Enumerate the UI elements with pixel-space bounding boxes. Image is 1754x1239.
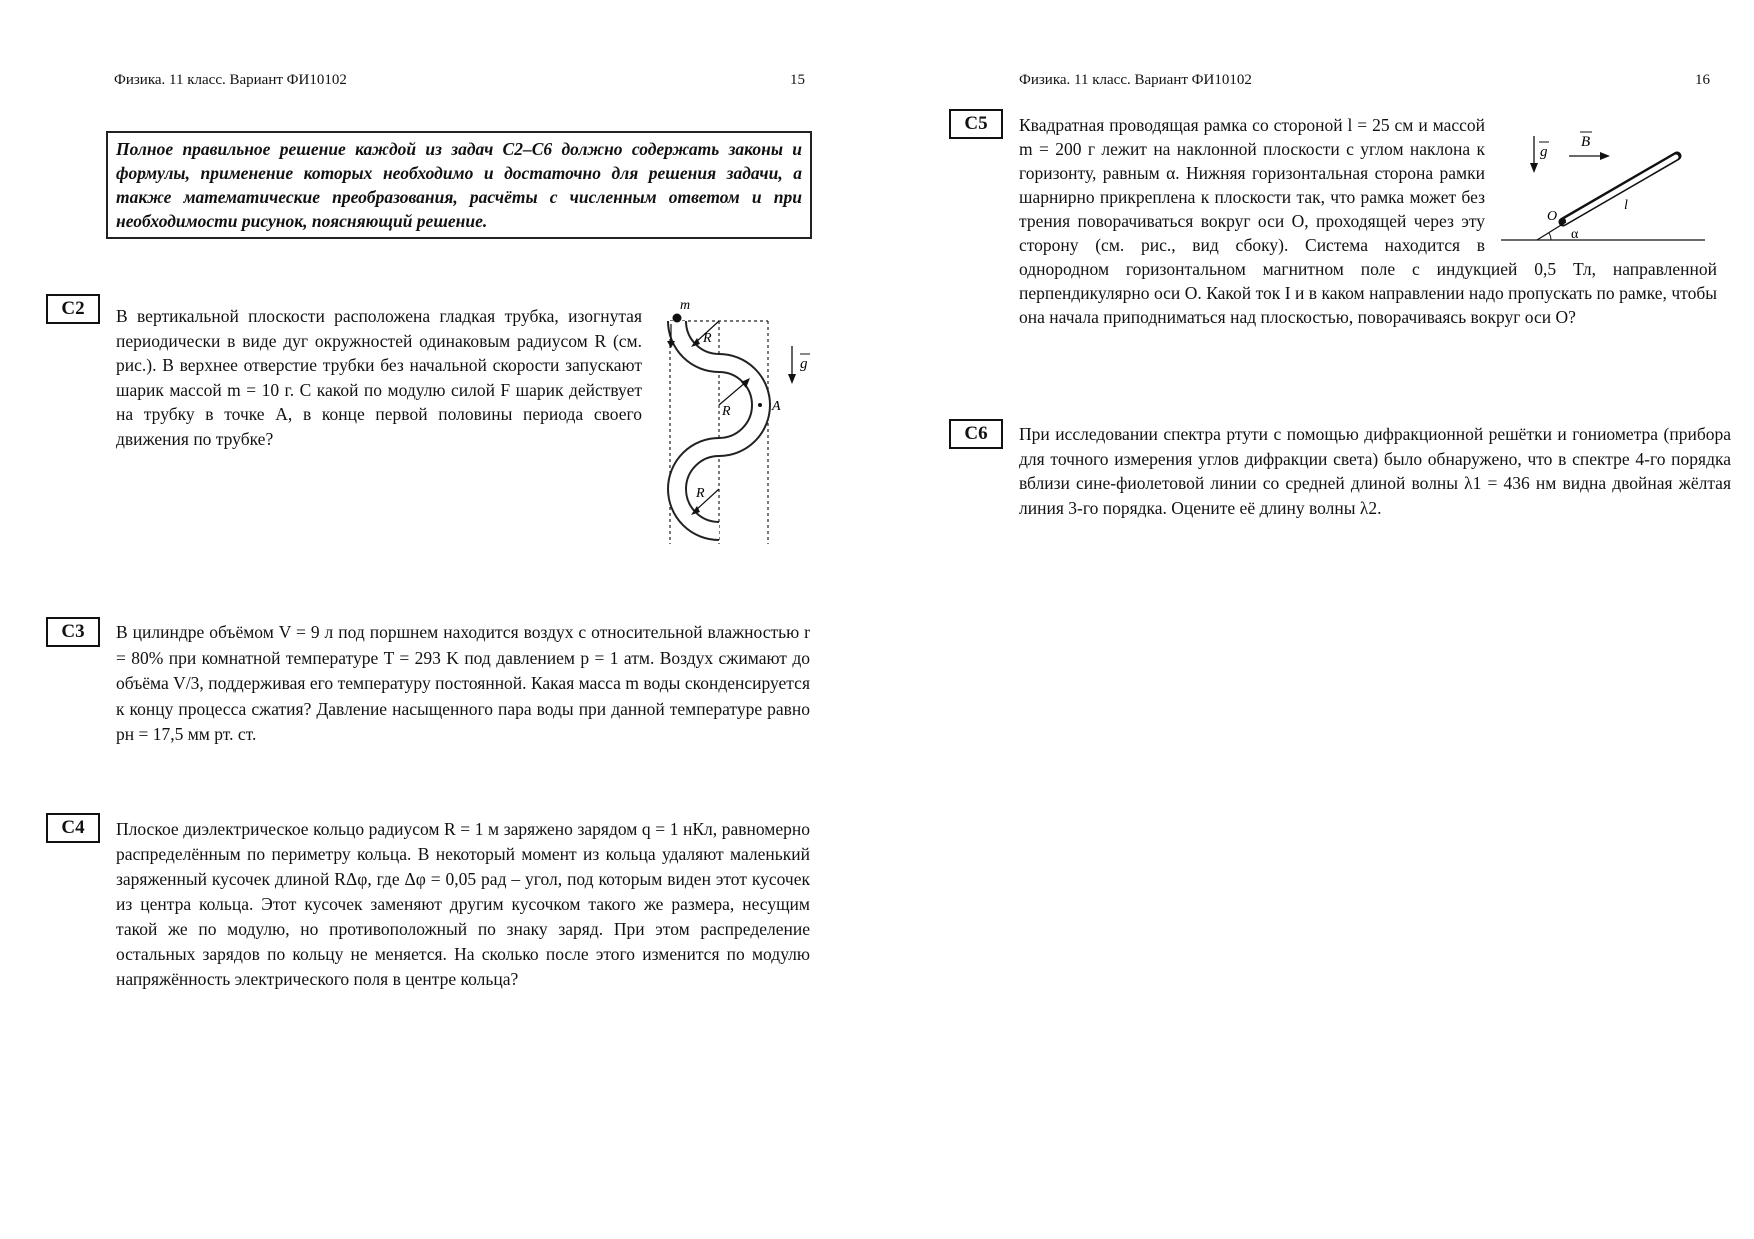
axis-o-label: O (1547, 209, 1558, 224)
task-label-c3: C3 (46, 617, 100, 647)
ball-marker (673, 314, 682, 323)
gravity-label: g (1540, 144, 1548, 160)
axis-o-marker (1560, 218, 1566, 224)
task-c2-paragraph: В вертикальной плоскости расположена гладкая трубка, изогнутая периодически в виде дуг окружностей одинаковым радиусом R (см. рис.). В верхнее отверстие трубки без начальной скорости запускают шарик массой m = 10 г. С какой по модулю силой F шарик действует на трубку в точке A, в конце первой половины периода своего движения по трубке? (116, 306, 642, 449)
task-text-c6 (1019, 422, 1731, 520)
task-label-c5: C5 (949, 109, 1003, 139)
mass-label: m (680, 298, 691, 313)
task-c6-paragraph: При исследовании спектра ртути с помощью дифракционной решётки и гониометра (прибора для точного измерения углов дифракции света) было обнаружено, что в спектре 4-го порядка вблизи сине-фиолетовой линии со средней длиной волны λ1 = 436 нм видна двойная жёлтая линия 3-го порядка. Оцените её длину волны λ2. (1019, 424, 1731, 518)
radius-label-1: R (703, 331, 712, 346)
task-label-c2: C2 (46, 294, 100, 324)
page-number: 15 (790, 72, 805, 88)
task-c5-paragraph: Квадратная проводящая рамка со стороной l = 25 см и массой m = 200 г лежит на наклонной плоскости с углом наклона к горизонту, равным α. Нижняя горизонтальная сторона рамки шарнирно прикреплена к плоскости так, что рамка может без трения поворачиваться вокруг оси O, проходящей через эту сторону (см. рис., вид сбоку). Система находится в однородном горизонтальном магнитном поле с индукцией 0,5 Тл, направленной перпендикулярно оси O. Какой ток I и в каком направлении надо пропускать по рамке, чтобы она начала приподниматься над плоскостью, поворачиваясь вокруг оси O? (1019, 115, 1717, 327)
side-length-label: l (1624, 198, 1628, 213)
point-a-label: A (772, 399, 781, 414)
task-label-c4: C4 (46, 813, 100, 843)
task-c3-paragraph: В цилиндре объёмом V = 9 л под поршнем находится воздух с относительной влажностью r = 80% при комнатной температуре T = 293 K под давлением p = 1 атм. Воздух сжимают до объёма V/3, поддерживая его температуру постоянной. Какая масса m воды сконденсируется к концу процесса сжатия? Давление насыщенного пара воды при данной температуре равно pн = 17,5 мм рт. ст. (116, 622, 810, 744)
radius-label-2: R (722, 404, 731, 419)
incline-base (1537, 222, 1566, 240)
page-header: Физика. 11 класс. Вариант ФИ10102 (1019, 72, 1252, 88)
angle-alpha-label: α (1571, 227, 1579, 242)
page-number: 16 (1695, 72, 1710, 88)
right-page (877, 0, 1754, 1239)
task-label-c6: C6 (949, 419, 1003, 449)
tube-figure (655, 296, 815, 551)
angle-arc (1549, 233, 1551, 240)
field-b-label: B (1581, 134, 1591, 150)
field-b-arrowhead (1600, 152, 1610, 160)
radius-arrow-2 (719, 382, 746, 405)
radius-label-3: R (696, 486, 705, 501)
task-text-c2 (116, 304, 642, 451)
page-header: Физика. 11 класс. Вариант ФИ10102 (114, 72, 347, 88)
gravity-label: g (800, 356, 808, 372)
gravity-arrowhead (788, 374, 796, 384)
frame-interior (1564, 157, 1676, 222)
point-a-marker (758, 403, 762, 407)
incline-frame-figure (1497, 118, 1727, 253)
task-text-c3 (116, 620, 810, 748)
solution-requirements-notice: Полное правильное решение каждой из задач С2–С6 должно содержать законы и формулы, применение которых необходимо и достаточно для решения задачи, а также математические преобразования, расчёты с численным ответом и при необходимости рисунок, поясняющий решение. (106, 131, 812, 239)
task-c4-paragraph: Плоское диэлектрическое кольцо радиусом R = 1 м заряжено зарядом q = 1 нКл, равномерно распределённым по периметру кольца. В некоторый момент из кольца удаляют маленький заряженный кусочек длиной RΔφ, где Δφ = 0,05 рад – угол, под которым виден этот кусочек из центра кольца. Этот кусочек заменяют другим кусочком такого же размера, несущим такой же по модулю, но противоположный по знаку заряд. При этом распределение остальных зарядов по кольцу не меняется. На сколько после этого изменится по модулю напряжённость электрического поля в центре кольца? (116, 819, 811, 989)
gravity-arrowhead (1530, 163, 1538, 173)
task-text-c4 (116, 817, 810, 992)
